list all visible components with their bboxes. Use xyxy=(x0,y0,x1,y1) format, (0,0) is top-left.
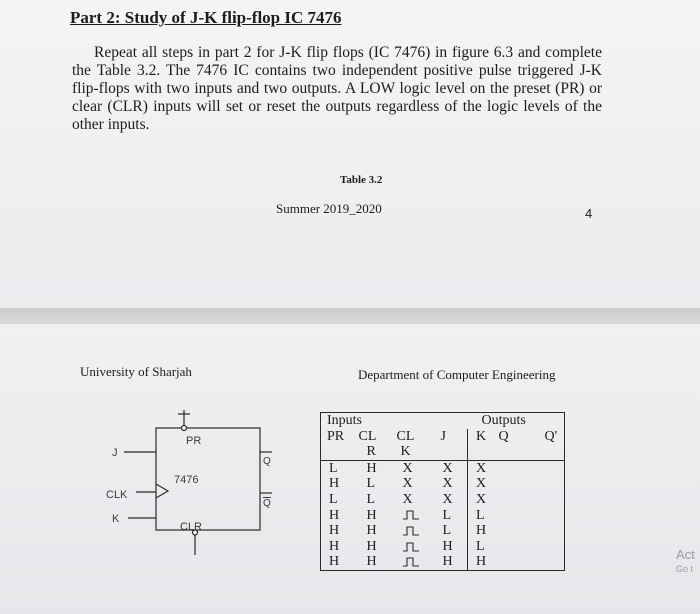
col-header-k: K xyxy=(476,428,487,444)
cell-pr: H xyxy=(329,554,340,570)
cell-pr: H xyxy=(329,476,340,492)
cell-pr: H xyxy=(329,523,340,539)
positive-pulse-icon xyxy=(403,508,419,523)
cell-clk: X xyxy=(402,476,413,492)
footer-semester: Summer 2019_2020 xyxy=(276,201,382,216)
cell-q xyxy=(499,554,533,570)
cell-k: X xyxy=(476,491,487,507)
page-gap xyxy=(0,308,700,324)
k-input-label: K xyxy=(112,513,120,525)
table-row xyxy=(321,492,565,508)
section-heading: Part 2: Study of J-K flip-flop IC 7476 xyxy=(70,8,342,27)
col-header-j: J xyxy=(429,429,468,445)
cell-qbar xyxy=(533,554,565,570)
cell-k: H xyxy=(476,554,487,570)
cell-qbar xyxy=(533,492,565,508)
watermark-line2: Go t xyxy=(676,564,694,574)
table-row xyxy=(321,539,565,555)
cell-clk xyxy=(393,508,429,524)
table-row xyxy=(321,508,565,524)
cell-clr: H xyxy=(366,554,377,570)
col-header-clr-cont: R xyxy=(359,444,393,460)
cell-qbar xyxy=(533,539,565,555)
table-caption: Table 3.2 xyxy=(340,174,383,186)
truth-table-body xyxy=(321,460,565,570)
cell-qbar xyxy=(533,460,565,476)
cell-clk: X xyxy=(402,460,413,476)
cell-q xyxy=(499,460,533,476)
truth-table xyxy=(320,412,565,571)
cell-clk xyxy=(393,539,429,555)
cell-q xyxy=(499,523,533,539)
positive-pulse-icon xyxy=(403,539,419,554)
cell-j: H xyxy=(429,539,468,555)
cell-j: L xyxy=(429,523,468,539)
cell-k: H xyxy=(476,523,487,539)
table-row xyxy=(321,476,565,492)
cell-pr: H xyxy=(329,538,340,554)
col-header-clk: CL xyxy=(396,428,415,444)
table-row xyxy=(321,460,565,476)
clk-input-label: CLK xyxy=(106,489,128,501)
cell-q xyxy=(499,476,533,492)
cell-q xyxy=(499,492,533,508)
watermark-line1: Act xyxy=(676,547,695,562)
cell-k: X xyxy=(476,476,487,492)
cell-pr: L xyxy=(329,491,338,507)
cell-j: L xyxy=(429,508,468,524)
jk-flipflop-diagram xyxy=(100,408,275,568)
cell-clk xyxy=(393,554,429,570)
table-row xyxy=(321,523,565,539)
pr-pin-label: PR xyxy=(186,435,202,447)
cell-clk: X xyxy=(402,491,413,507)
cell-k: X xyxy=(476,460,487,476)
cell-clr: H xyxy=(366,460,377,476)
q-output-label: Q xyxy=(263,456,271,467)
cell-j: X xyxy=(429,476,468,492)
clr-pin-label: CLR xyxy=(180,521,203,533)
instructions-paragraph: Repeat all steps in part 2 for J-K flip flops (IC 7476) in figure 6.3 and complete the Table 3.2. The 7476 IC contains two independent positive pulse triggered J-K flip-flops with two inputs and two outputs. A LOW logic level on the preset (PR) or clear (CLR) inputs will set or reset the outputs regardless of the logic levels of the other inputs. xyxy=(72,44,602,133)
header-university: University of Sharjah xyxy=(80,364,192,379)
col-header-clk-cont: K xyxy=(393,444,429,460)
cell-qbar xyxy=(533,476,565,492)
cell-clk xyxy=(393,523,429,539)
j-input-label: J xyxy=(112,447,118,459)
col-header-clr: CL xyxy=(358,428,377,444)
cell-j: X xyxy=(429,492,468,508)
cell-qbar xyxy=(533,523,565,539)
chip-number-label: 7476 xyxy=(174,474,199,486)
header-department: Department of Computer Engineering xyxy=(358,367,556,382)
cell-j: H xyxy=(429,554,468,570)
cell-j: X xyxy=(429,460,468,476)
qbar-output-label: Q xyxy=(263,498,271,509)
inputs-header: Inputs xyxy=(327,413,362,428)
cell-clr: L xyxy=(366,476,376,492)
page-number: 4 xyxy=(585,206,593,221)
cell-q xyxy=(499,508,533,524)
cell-pr: L xyxy=(329,460,338,476)
cell-pr: H xyxy=(329,507,340,523)
chip-body xyxy=(156,428,260,530)
positive-pulse-icon xyxy=(403,523,419,538)
cell-clr: L xyxy=(366,491,376,507)
cell-qbar xyxy=(533,508,565,524)
positive-pulse-icon xyxy=(403,554,419,569)
cell-k: L xyxy=(476,507,485,523)
col-header-qbar: Q' xyxy=(544,428,558,444)
cell-clr: H xyxy=(366,507,377,523)
col-header-q: Q xyxy=(498,428,509,444)
outputs-header: Outputs xyxy=(481,413,526,428)
cell-clr: H xyxy=(366,523,377,539)
col-header-pr: PR xyxy=(327,428,345,444)
table-row xyxy=(321,554,565,570)
cell-q xyxy=(499,539,533,555)
cell-clr: H xyxy=(366,538,377,554)
activation-watermark xyxy=(676,548,695,576)
cell-k: L xyxy=(476,538,485,554)
